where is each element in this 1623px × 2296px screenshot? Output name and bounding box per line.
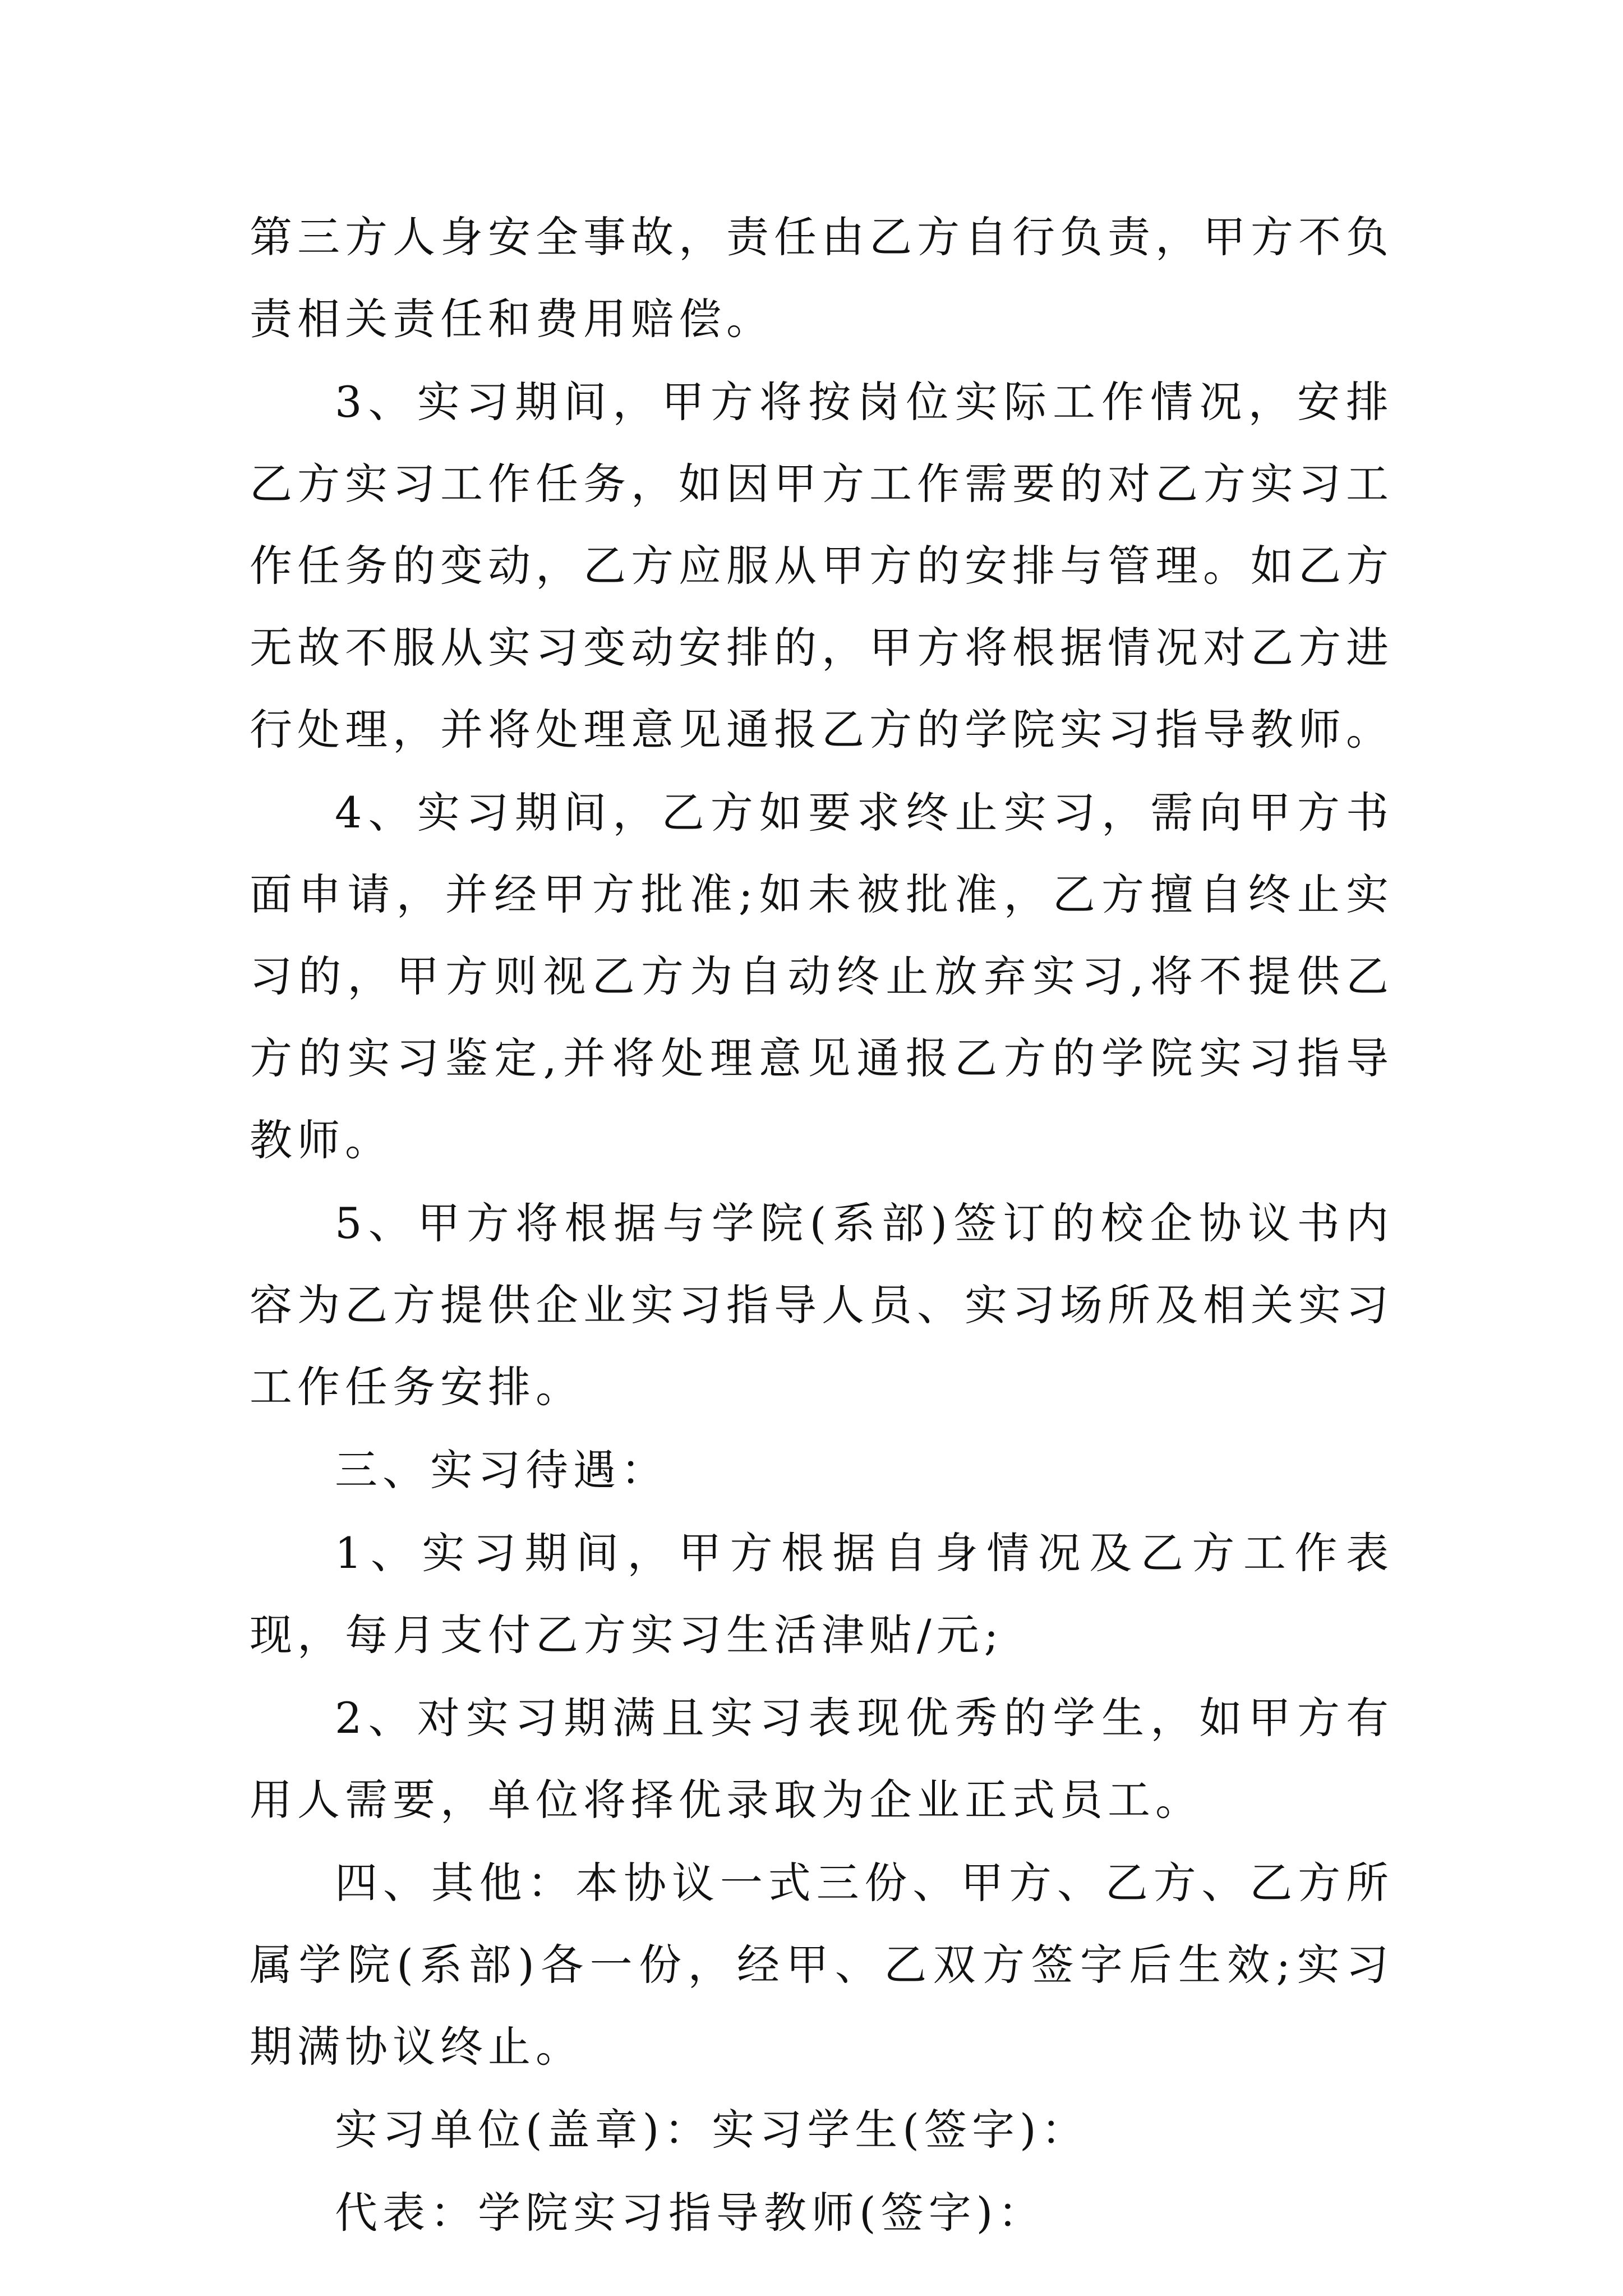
paragraph-liability-continuation: 第三方人身安全事故，责任由乙方自行负责，甲方不负责相关责任和费用赔偿。: [250, 212, 1394, 344]
section-heading-internship-benefits: 三、实习待遇：: [335, 1445, 668, 1495]
paragraph-other-terms: 四、其他：本协议一式三份、甲方、乙方、乙方所属学院(系部)各一份，经甲、乙双方签字后生效;实习期满协议终止。: [250, 1858, 1394, 2072]
paragraph-benefit-2: 2、对实习期满且实习表现优秀的学生，如甲方有用人需要，单位将择优录取为企业正式员工。: [250, 1693, 1394, 1825]
document-body: [250, 196, 1394, 2255]
signature-line-unit-student: 实习单位(盖章)：实习学生(签字)：: [335, 2105, 1089, 2155]
paragraph-clause-3: 3、实习期间，甲方将按岗位实际工作情况，安排乙方实习工作任务，如因甲方工作需要的对乙方实习工作任务的变动，乙方应服从甲方的安排与管理。如乙方无故不服从实习变动安排的，甲方将根据情况对乙方进行处理，并将处理意见通报乙方的学院实习指导教师。: [250, 377, 1394, 754]
signature-line-representative-teacher: 代表：学院实习指导教师(签字)：: [335, 2188, 1046, 2238]
paragraph-clause-4: 4、实习期间，乙方如要求终止实习，需向甲方书面申请，并经甲方批准;如未被批准，乙方擅自终止实习的，甲方则视乙方为自动终止放弃实习,将不提供乙方的实习鉴定,并将处理意见通报乙方的学院实习指导教师。: [250, 788, 1394, 1165]
paragraph-benefit-1: 1、实习期间，甲方根据自身情况及乙方工作表现，每月支付乙方实习生活津贴/元;: [250, 1528, 1394, 1660]
paragraph-clause-5: 5、甲方将根据与学院(系部)签订的校企协议书内容为乙方提供企业实习指导人员、实习场所及相关实习工作任务安排。: [250, 1198, 1394, 1412]
